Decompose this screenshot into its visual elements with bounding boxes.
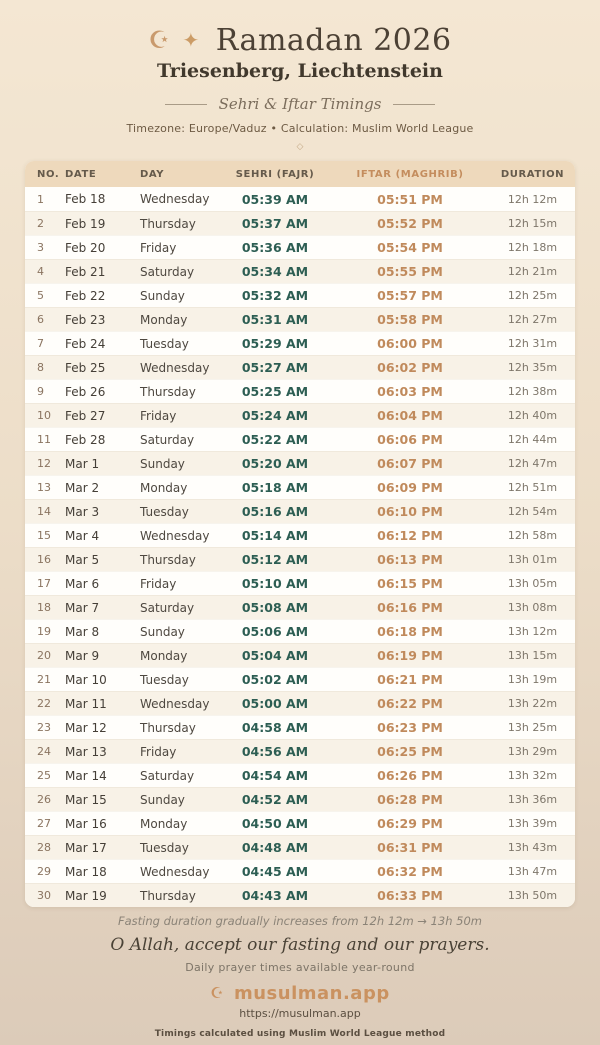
- row-iftar-time: 06:12 PM: [377, 528, 443, 543]
- row-number: 28: [37, 841, 51, 854]
- row-iftar-time: 06:00 PM: [377, 336, 443, 351]
- row-day: Monday: [140, 648, 188, 663]
- row-date: Feb 27: [65, 408, 106, 423]
- row-number: 22: [37, 697, 51, 710]
- subtitle-row: [0, 95, 600, 113]
- table-row: [25, 379, 575, 403]
- row-number: 16: [37, 553, 51, 566]
- brand-url: https://musulman.app: [239, 1007, 361, 1020]
- row-day: Tuesday: [140, 504, 189, 519]
- row-date: Feb 23: [65, 312, 106, 327]
- row-sehri-time: 05:27 AM: [241, 360, 309, 375]
- row-duration: 13h 01m: [507, 553, 558, 566]
- row-iftar-time: 06:31 PM: [377, 840, 443, 855]
- row-number: 21: [37, 673, 51, 686]
- row-duration: 12h 31m: [507, 337, 558, 350]
- row-day: Friday: [140, 744, 177, 759]
- row-day: Thursday: [140, 384, 196, 399]
- row-iftar-time: 06:33 PM: [377, 888, 443, 903]
- row-date: Mar 10: [65, 672, 107, 687]
- divider-line-right: [393, 104, 435, 105]
- row-number: 7: [37, 337, 44, 350]
- row-duration: 12h 27m: [507, 313, 558, 326]
- row-number: 3: [37, 241, 44, 254]
- row-date: Feb 18: [65, 192, 106, 206]
- row-sehri-time: 04:50 AM: [241, 816, 309, 831]
- row-day: Wednesday: [140, 360, 210, 375]
- row-day: Sunday: [140, 288, 185, 303]
- row-date: Mar 8: [65, 624, 100, 639]
- row-day: Monday: [140, 816, 188, 831]
- row-iftar-time: 06:04 PM: [377, 408, 443, 423]
- row-sehri-time: 05:29 AM: [241, 336, 309, 351]
- table-row: [25, 475, 575, 499]
- row-iftar-time: 05:54 PM: [377, 240, 443, 255]
- brand-name: musulman.app: [233, 983, 390, 1004]
- table-row: [25, 715, 575, 739]
- row-iftar-time: 06:18 PM: [377, 624, 443, 639]
- row-date: Mar 11: [65, 696, 107, 711]
- row-iftar-time: 06:02 PM: [377, 360, 443, 375]
- row-sehri-time: 05:25 AM: [241, 384, 309, 399]
- row-date: Mar 15: [65, 792, 107, 807]
- table-row: [25, 259, 575, 283]
- row-iftar-time: 06:22 PM: [377, 696, 443, 711]
- row-iftar-time: 06:06 PM: [377, 432, 443, 447]
- row-day: Friday: [140, 240, 177, 255]
- row-duration: 13h 05m: [507, 577, 558, 590]
- row-number: 4: [37, 265, 44, 278]
- row-duration: 12h 35m: [507, 361, 558, 374]
- row-iftar-time: 06:32 PM: [377, 864, 443, 879]
- row-day: Saturday: [140, 600, 195, 615]
- row-date: Feb 25: [65, 360, 106, 375]
- table-row: [25, 403, 575, 427]
- table-row: [25, 811, 575, 835]
- row-number: 8: [37, 361, 44, 374]
- table-row: [25, 427, 575, 451]
- table-row: [25, 739, 575, 763]
- column-header-date: DATE: [65, 168, 97, 180]
- column-header-no: NO.: [37, 168, 60, 180]
- table-row: [25, 667, 575, 691]
- page-footer: [0, 914, 600, 1039]
- row-iftar-time: 06:13 PM: [377, 552, 443, 567]
- row-sehri-time: 05:20 AM: [241, 456, 309, 471]
- table-row: [25, 235, 575, 259]
- row-number: 2: [37, 217, 44, 230]
- row-duration: 13h 50m: [507, 889, 558, 902]
- row-date: Feb 26: [65, 384, 106, 399]
- row-sehri-time: 05:22 AM: [241, 432, 309, 447]
- row-date: Feb 19: [65, 216, 106, 231]
- row-date: Mar 16: [65, 816, 107, 831]
- column-header-duration: DURATION: [500, 168, 565, 180]
- row-date: Mar 12: [65, 720, 107, 735]
- brand-crescent-icon: ☪: [210, 984, 225, 1002]
- row-duration: 12h 40m: [507, 409, 558, 422]
- row-date: Mar 5: [65, 552, 100, 567]
- row-sehri-time: 05:06 AM: [241, 624, 309, 639]
- row-iftar-time: 06:21 PM: [377, 672, 443, 687]
- table-row: [25, 355, 575, 379]
- row-duration: 13h 25m: [507, 721, 558, 734]
- row-sehri-time: 05:16 AM: [241, 504, 309, 519]
- row-sehri-time: 05:12 AM: [241, 552, 309, 567]
- table-row: [25, 451, 575, 475]
- table-row: [25, 523, 575, 547]
- row-number: 27: [37, 817, 51, 830]
- row-day: Friday: [140, 576, 177, 591]
- row-day: Sunday: [140, 792, 185, 807]
- row-iftar-time: 05:55 PM: [377, 264, 443, 279]
- row-date: Mar 17: [65, 840, 107, 855]
- row-number: 25: [37, 769, 51, 782]
- table-row: [25, 331, 575, 355]
- diamond-ornament-icon: ◇: [296, 142, 304, 152]
- sparkle-icon: ✦: [182, 28, 200, 52]
- row-duration: 13h 12m: [507, 625, 558, 638]
- row-date: Mar 9: [65, 648, 100, 663]
- row-date: Feb 21: [65, 264, 106, 279]
- fasting-duration-note: Fasting duration gradually increases from 12h 12m → 13h 50m: [117, 914, 483, 928]
- timetable-card: [25, 161, 575, 907]
- row-number: 5: [37, 289, 44, 302]
- row-day: Sunday: [140, 456, 185, 471]
- row-duration: 13h 22m: [507, 697, 558, 710]
- row-sehri-time: 05:04 AM: [241, 648, 309, 663]
- row-duration: 13h 29m: [507, 745, 558, 758]
- row-sehri-time: 04:54 AM: [241, 768, 309, 783]
- row-sehri-time: 04:48 AM: [241, 840, 309, 855]
- row-iftar-time: 06:26 PM: [377, 768, 443, 783]
- row-number: 17: [37, 577, 51, 590]
- row-date: Mar 3: [65, 504, 100, 519]
- row-duration: 13h 15m: [507, 649, 558, 662]
- row-duration: 12h 38m: [507, 385, 558, 398]
- row-iftar-time: 06:29 PM: [377, 816, 443, 831]
- row-iftar-time: 06:23 PM: [377, 720, 443, 735]
- title-text: Ramadan 2026: [215, 23, 452, 58]
- row-number: 18: [37, 601, 51, 614]
- row-sehri-time: 04:43 AM: [241, 888, 309, 903]
- column-header-sehri: SEHRI (FAJR): [235, 168, 315, 180]
- row-day: Tuesday: [140, 672, 189, 687]
- subtitle-text: Sehri & Iftar Timings: [218, 95, 382, 113]
- row-sehri-time: 05:37 AM: [241, 216, 309, 231]
- row-duration: 12h 12m: [507, 192, 558, 206]
- row-iftar-time: 06:25 PM: [377, 744, 443, 759]
- row-iftar-time: 06:03 PM: [377, 384, 443, 399]
- row-duration: 12h 21m: [507, 265, 558, 278]
- row-day: Sunday: [140, 624, 185, 639]
- row-sehri-time: 05:08 AM: [241, 600, 309, 615]
- row-date: Mar 18: [65, 864, 107, 879]
- row-day: Tuesday: [140, 840, 189, 855]
- row-day: Thursday: [140, 216, 196, 231]
- table-row: [25, 499, 575, 523]
- timezone-calculation-text: Timezone: Europe/Vaduz • Calculation: Muslim World League: [126, 122, 474, 135]
- crescent-star-icon: ☪: [148, 26, 171, 54]
- row-number: 1: [37, 192, 44, 206]
- column-header-iftar: IFTAR (MAGHRIB): [356, 168, 464, 180]
- row-sehri-time: 04:56 AM: [241, 744, 309, 759]
- table-row: [25, 835, 575, 859]
- row-date: Mar 14: [65, 768, 107, 783]
- row-date: Mar 19: [65, 888, 107, 903]
- table-row: [25, 619, 575, 643]
- table-row: [25, 859, 575, 883]
- row-iftar-time: 06:15 PM: [377, 576, 443, 591]
- row-duration: 13h 19m: [507, 673, 558, 686]
- row-number: 14: [37, 505, 51, 518]
- row-sehri-time: 05:00 AM: [241, 696, 309, 711]
- row-number: 11: [37, 433, 51, 446]
- table-row: [25, 211, 575, 235]
- row-duration: 13h 36m: [507, 793, 558, 806]
- row-day: Wednesday: [140, 696, 210, 711]
- table-row: [25, 883, 575, 907]
- row-sehri-time: 05:36 AM: [241, 240, 309, 255]
- row-iftar-time: 06:16 PM: [377, 600, 443, 615]
- row-date: Feb 24: [65, 336, 106, 351]
- row-day: Friday: [140, 408, 177, 423]
- row-duration: 13h 43m: [507, 841, 558, 854]
- row-sehri-time: 05:32 AM: [241, 288, 309, 303]
- row-duration: 12h 47m: [507, 457, 558, 470]
- table-row: [25, 283, 575, 307]
- row-date: Mar 4: [65, 528, 100, 543]
- brand-line: [0, 983, 600, 1004]
- row-duration: 13h 47m: [507, 865, 558, 878]
- page-header: [0, 0, 600, 152]
- row-number: 24: [37, 745, 51, 758]
- table-row: [25, 763, 575, 787]
- column-header-day: DAY: [140, 168, 165, 180]
- row-sehri-time: 05:02 AM: [241, 672, 309, 687]
- row-iftar-time: 05:58 PM: [377, 312, 443, 327]
- table-row: [25, 187, 575, 211]
- row-day: Monday: [140, 312, 188, 327]
- row-iftar-time: 06:09 PM: [377, 480, 443, 495]
- row-day: Wednesday: [140, 192, 210, 206]
- location-text: Triesenberg, Liechtenstein: [157, 60, 443, 82]
- table-row: [25, 571, 575, 595]
- row-duration: 12h 44m: [507, 433, 558, 446]
- divider-line-left: [165, 104, 207, 105]
- row-day: Thursday: [140, 720, 196, 735]
- row-sehri-time: 05:31 AM: [241, 312, 309, 327]
- row-number: 10: [37, 409, 51, 422]
- row-date: Mar 13: [65, 744, 107, 759]
- row-duration: 12h 18m: [507, 241, 558, 254]
- row-duration: 12h 51m: [507, 481, 558, 494]
- row-iftar-time: 05:51 PM: [377, 191, 443, 207]
- row-number: 19: [37, 625, 51, 638]
- row-duration: 13h 08m: [507, 601, 558, 614]
- row-number: 29: [37, 865, 51, 878]
- table-row: [25, 595, 575, 619]
- row-sehri-time: 05:10 AM: [241, 576, 309, 591]
- row-day: Saturday: [140, 264, 195, 279]
- table-row: [25, 643, 575, 667]
- row-duration: 12h 15m: [507, 217, 558, 230]
- row-sehri-time: 05:14 AM: [241, 528, 309, 543]
- row-number: 15: [37, 529, 51, 542]
- row-date: Feb 28: [65, 432, 106, 447]
- row-iftar-time: 06:10 PM: [377, 504, 443, 519]
- row-number: 26: [37, 793, 51, 806]
- row-day: Saturday: [140, 768, 195, 783]
- dua-text: O Allah, accept our fasting and our prayers.: [110, 935, 490, 955]
- row-iftar-time: 06:28 PM: [377, 792, 443, 807]
- row-sehri-time: 05:39 AM: [241, 191, 309, 207]
- page-title: [0, 22, 600, 59]
- row-number: 6: [37, 313, 44, 326]
- row-date: Mar 7: [65, 600, 100, 615]
- row-iftar-time: 05:52 PM: [377, 216, 443, 231]
- calculation-method-note: Timings calculated using Muslim World League method: [154, 1029, 446, 1039]
- row-sehri-time: 05:34 AM: [241, 264, 309, 279]
- row-day: Thursday: [140, 552, 196, 567]
- row-duration: 12h 25m: [507, 289, 558, 302]
- row-number: 30: [37, 889, 51, 902]
- row-iftar-time: 06:07 PM: [377, 456, 443, 471]
- row-day: Wednesday: [140, 528, 210, 543]
- row-sehri-time: 04:52 AM: [241, 792, 309, 807]
- row-sehri-time: 05:24 AM: [241, 408, 309, 423]
- row-date: Feb 22: [65, 288, 106, 303]
- row-day: Saturday: [140, 432, 195, 447]
- table-header-row: [25, 161, 575, 187]
- row-sehri-time: 04:45 AM: [241, 864, 309, 879]
- row-sehri-time: 05:18 AM: [241, 480, 309, 495]
- row-duration: 12h 58m: [507, 529, 558, 542]
- row-day: Tuesday: [140, 336, 189, 351]
- row-day: Thursday: [140, 888, 196, 903]
- row-number: 13: [37, 481, 51, 494]
- row-iftar-time: 05:57 PM: [377, 288, 443, 303]
- row-number: 20: [37, 649, 51, 662]
- row-day: Monday: [140, 480, 188, 495]
- table-row: [25, 547, 575, 571]
- row-date: Feb 20: [65, 240, 106, 255]
- table-row: [25, 691, 575, 715]
- row-date: Mar 6: [65, 576, 100, 591]
- row-day: Wednesday: [140, 864, 210, 879]
- daily-availability-note: Daily prayer times available year-round: [185, 961, 415, 974]
- row-number: 12: [37, 457, 51, 470]
- row-date: Mar 2: [65, 480, 100, 495]
- row-number: 23: [37, 721, 51, 734]
- row-duration: 13h 32m: [507, 769, 558, 782]
- row-duration: 12h 54m: [507, 505, 558, 518]
- row-iftar-time: 06:19 PM: [377, 648, 443, 663]
- row-date: Mar 1: [65, 456, 100, 471]
- table-body: [25, 187, 575, 907]
- table-row: [25, 787, 575, 811]
- row-number: 9: [37, 385, 44, 398]
- table-row: [25, 307, 575, 331]
- row-duration: 13h 39m: [507, 817, 558, 830]
- row-sehri-time: 04:58 AM: [241, 720, 309, 735]
